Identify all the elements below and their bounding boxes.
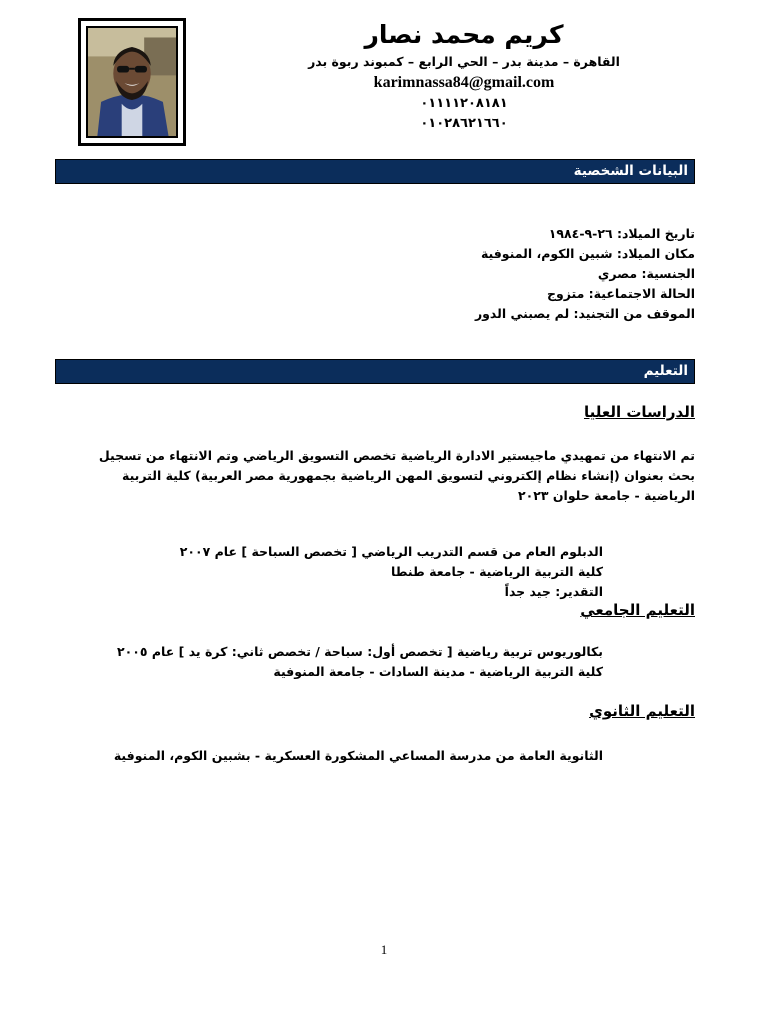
- postgrad-item-1-line: الرياضية - جامعة حلوان ٢٠٢٣: [517, 488, 695, 503]
- profile-photo-frame: [78, 18, 186, 146]
- contact-header: [200, 18, 728, 134]
- military-status: الموقف من التجنيد: لم يصبني الدور: [474, 306, 695, 321]
- university-line: كلية التربية الرياضية - مدينة السادات - جامعة المنوفية: [273, 664, 603, 679]
- birth-date: تاريخ الميلاد: ٢٦-٩-١٩٨٤: [548, 226, 695, 241]
- section-bar-education: التعليم: [55, 359, 695, 384]
- marital-status: الحالة الاجتماعية: متزوج: [546, 286, 695, 301]
- phone-2[interactable]: ٠١٠٢٨٦٢١٦٦٠: [420, 116, 508, 131]
- personal-details: [475, 224, 695, 324]
- phone-1[interactable]: ٠١١١١٢٠٨١٨١: [420, 96, 508, 111]
- secondary-heading: التعليم الثانوي: [589, 702, 695, 720]
- address: القاهرة – مدينة بدر – الحي الرابع – كمبوند ربوة بدر: [308, 54, 620, 69]
- postgrad-item-2-line: كلية التربية الرياضية - جامعة طنطا: [391, 564, 603, 579]
- nationality: الجنسية: مصري: [597, 266, 695, 281]
- postgrad-item-2-line: الدبلوم العام من قسم التدريب الرياضي [ تخصص السباحة ] عام ٢٠٠٧: [179, 544, 603, 559]
- secondary-line: الثانوية العامة من مدرسة المساعي المشكورة العسكرية - بشبين الكوم، المنوفية: [113, 748, 603, 763]
- postgrad-item-1-line: تم الانتهاء من تمهيدي ماجيستير الادارة الرياضية تخصص التسويق الرياضي وتم الانتهاء من تسجيل: [98, 448, 695, 463]
- university-details: [117, 642, 603, 682]
- secondary-details: [114, 746, 603, 766]
- email[interactable]: karimnassa84@gmail.com: [373, 74, 555, 91]
- page-number: 1: [380, 942, 388, 957]
- postgrad-item-1: [65, 446, 695, 506]
- section-bar-personal: البيانات الشخصية: [55, 159, 695, 184]
- candidate-name: كريم محمد نصار: [364, 20, 564, 49]
- postgrad-item-1-line: بحث بعنوان (إنشاء نظام إلكتروني لتسويق المهن الرياضية بجمهورية مصر العربية) كلية التربية: [122, 468, 695, 483]
- postgrad-item-2: [180, 542, 603, 602]
- birth-place: مكان الميلاد: شبين الكوم، المنوفية: [480, 246, 695, 261]
- postgrad-heading: الدراسات العليا: [583, 403, 695, 421]
- university-line: بكالوريوس تربية رياضية [ تخصص أول: سباحة / تخصص ثاني: كرة يد ] عام ٢٠٠٥: [117, 644, 603, 659]
- university-heading: التعليم الجامعي: [580, 601, 695, 619]
- postgrad-item-2-line: التقدير: جيد جداً: [504, 584, 603, 599]
- profile-photo: [86, 26, 178, 138]
